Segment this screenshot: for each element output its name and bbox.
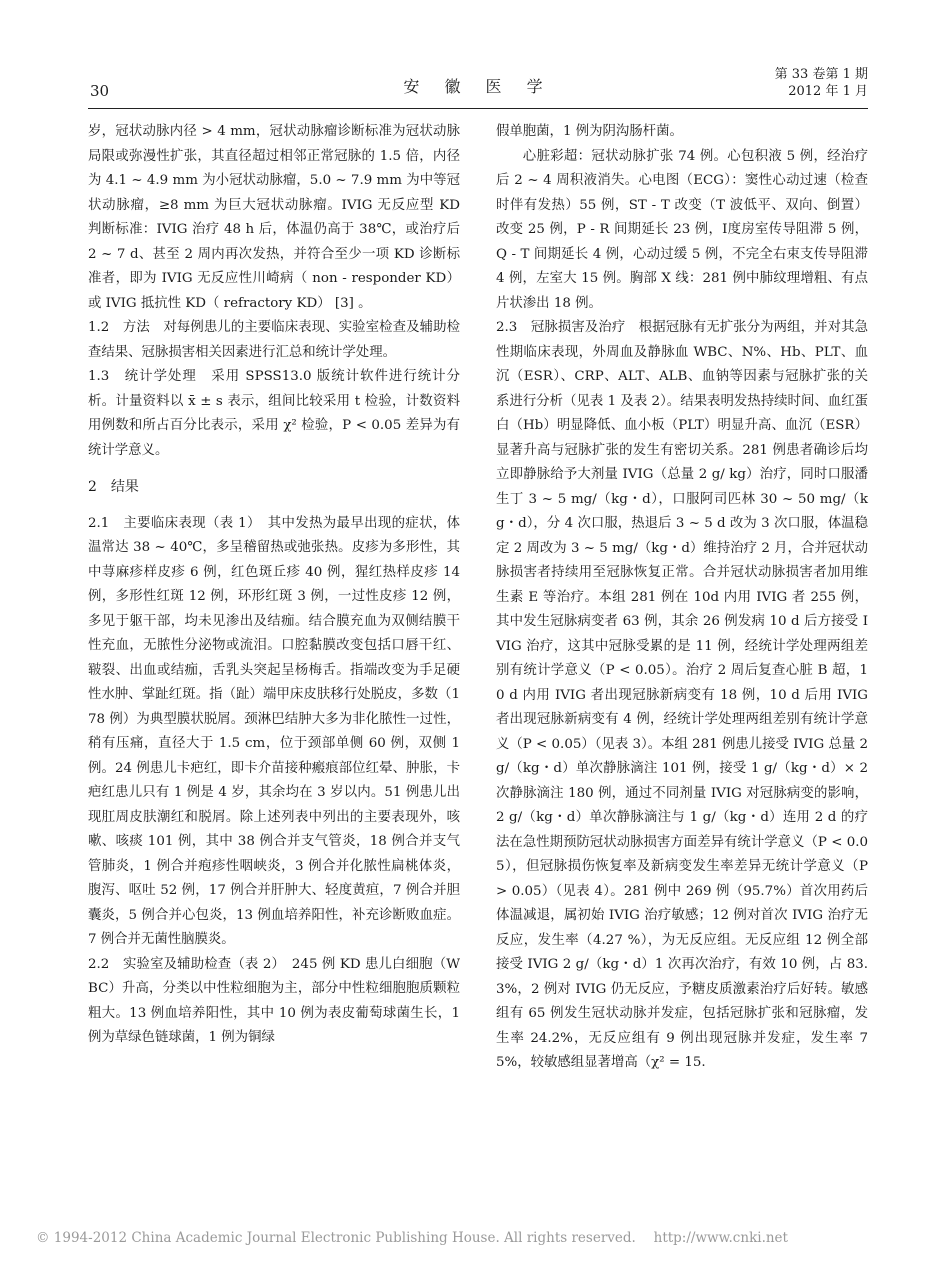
- issue-date: 2012 年 1 月: [788, 84, 868, 99]
- journal-title: 安 徽 医 学: [403, 77, 553, 96]
- paragraph: 2.1 主要临床表现（表 1） 其中发热为最早出现的症状，体温常达 38 ~ 40℃，多呈稽留热或弛张热。皮疹为多形性，其中荨麻疹样皮疹 6 例，红色斑丘疹 40 例，猩红热样皮疹 14 例，多形性红斑 12 例，环形红斑 3 例，一过性皮疹 12 例，多见于躯干部，均未见渗出及结痂。结合膜充血为双侧结膜干性充血，无脓性分泌物或流泪。口腔黏膜改变包括口唇干红、皲裂、出血或结痂，舌乳头突起呈杨梅舌。指端改变为手足硬性水肿、掌趾红斑。指（趾）端甲床皮肤移行处脱皮，多数（178 例）为典型膜状脱屑。颈淋巴结肿大多为非化脓性一过性，稍有压痛，直径大于 1.5 cm，位于颈部单侧 60 例，双侧 1 例。24 例患儿卡疤红，即卡介苗接种瘢痕部位红晕、肿胀，卡疤红患儿只有 1 例是 4 岁，其余均在 3 岁以内。51 例患儿出现肛周皮肤潮红和脱屑。除上述列表中列出的主要表现外，咳嗽、咳痰 101 例，其中 38 例合并支气管炎，18 例合并支气管肺炎，1 例合并疱疹性咽峡炎，3 例合并化脓性扁桃体炎，腹泻、呕吐 52 例，17 例合并肝肿大、轻度黄疸，7 例合并胆囊炎，5 例合并心包炎，13 例血培养阳性，补充诊断败血症。7 例合并无菌性脑膜炎。: [88, 515, 460, 947]
- paragraph: 假单胞菌，1 例为阴沟肠杆菌。: [496, 124, 683, 139]
- paragraph: 1.3 统计学处理 采用 SPSS13.0 版统计软件进行统计分析。计量资料以 x̄ ± s 表示，组间比较采用 t 检验，计数资料用例数和所占百分比表示，采用 χ² 检验，P < 0.05 差异为有统计学意义。: [88, 369, 460, 458]
- page-header: [88, 66, 868, 106]
- paragraph: 岁，冠状动脉内径 > 4 mm，冠状动脉瘤诊断标准为冠状动脉局限或弥漫性扩张，其直径超过相邻正常冠脉的 1.5 倍，内径为 4.1 ~ 4.9 mm 为小冠状动脉瘤，5.0 ~ 7.9 mm 为中等冠状动脉瘤，≥8 mm 为巨大冠状动脉瘤。IVIG 无反应型 KD 判断标准：IVIG 治疗 48 h 后，体温仍高于 38℃，或治疗后 2 ~ 7 d、甚至 2 周内再次发热，并符合至少一项 KD 诊断标准者，即为 IVIG 无反应性川崎病（ non - responder KD）或 IVIG 抵抗性 KD（ refractory KD） [3] 。: [88, 124, 460, 311]
- paragraph: 2.2 实验室及辅助检查（表 2） 245 例 KD 患儿白细胞（WBC）升高，分类以中性粒细胞为主，部分中性粒细胞胞质颗粒粗大。13 例血培养阳性，其中 10 例为表皮葡萄球菌生长，1 例为草绿色链球菌，1 例为铜绿: [88, 956, 460, 1045]
- left-column: [88, 120, 460, 1051]
- header-rule: [88, 108, 868, 109]
- volume-issue: 第 33 卷第 1 期: [774, 67, 868, 82]
- volume-issue-block: [775, 66, 868, 100]
- right-column: [496, 120, 868, 1076]
- copyright-footer: © 1994-2012 China Academic Journal Electronic Publishing House. All rights reserved. http://www.cnki.net: [36, 1230, 788, 1246]
- page-number: 30: [90, 82, 110, 100]
- paragraph: 1.2 方法 对每例患儿的主要临床表现、实验室检查及辅助检查结果、冠脉损害相关因素进行汇总和统计学处理。: [88, 320, 460, 360]
- paragraph: 心脏彩超：冠状动脉扩张 74 例。心包积液 5 例，经治疗后 2 ~ 4 周积液消失。心电图（ECG）：窦性心动过速（检查时伴有发热）55 例，ST - T 改变（T 波低平、双向、倒置）改变 25 例，P - R 间期延长 23 例，Ⅰ度房室传导阻滞 5 例，Q - T 间期延长 4 例，心动过缓 5 例，不完全右束支传导阻滞 4 例，左室大 15 例。胸部 X 线：281 例中肺纹理增粗、有点片状渗出 18 例。: [496, 148, 868, 311]
- paragraph: 2.3 冠脉损害及治疗 根据冠脉有无扩张分为两组，并对其急性期临床表现，外周血及静脉血 WBC、N%、Hb、PLT、血沉（ESR）、CRP、ALT、ALB、血钠等因素与冠脉扩张的关系进行分析（见表 1 及表 2）。结果表明发热持续时间、血红蛋白（Hb）明显降低、血小板（PLT）明显升高、血沉（ESR）显著升高与冠脉扩张的发生有密切关系。281 例患者确诊后均立即静脉给予大剂量 IVIG（总量 2 g/ kg）治疗，同时口服潘生丁 3 ~ 5 mg/（kg・d），口服阿司匹林 30 ~ 50 mg/（kg・d），分 4 次口服，热退后 3 ~ 5 d 改为 3 次口服，体温稳定 2 周改为 3 ~ 5 mg/（kg・d）维持治疗 2 月，合并冠状动脉损害者持续用至冠脉恢复正常。合并冠状动脉损害者加用维生素 E 等治疗。本组 281 例在 10d 内用 IVIG 者 255 例，其中发生冠脉病变者 63 例，其余 26 例发病 10 d 后方接受 IVIG 治疗，这其中冠脉受累的是 11 例，经统计学处理两组差别有统计学意义（P < 0.05）。治疗 2 周后复查心脏 B 超，10 d 内用 IVIG 者出现冠脉新病变有 18 例，10 d 后用 IVIG 者出现冠脉新病变有 4 例，经统计学处理两组差别有统计学意义（P < 0.05）（见表 3）。本组 281 例患儿接受 IVIG 总量 2 g/（kg・d）单次静脉滴注 101 例，接受 1 g/（kg・d）× 2 次静脉滴注 180 例，通过不同剂量 IVIG 对冠脉病变的影响，2 g/（kg・d）单次静脉滴注与 1 g/（kg・d）连用 2 d 的疗法在急性期预防冠状动脉损害方面差异有统计学意义（P < 0.05），但冠脉损伤恢复率及新病变发生率差异无统计学意义（P > 0.05）（见表 4）。281 例中 269 例（95.7%）首次用药后体温减退，属初始 IVIG 治疗敏感；12 例对首次 IVIG 治疗无反应，发生率（4.27 %），为无反应组。无反应组 12 例全部接受 IVIG 2 g/（kg・d）1 次再次治疗，有效 10 例，占 83.3%，2 例对 IVIG 仍无反应，予糖皮质激素治疗后好转。敏感组有 65 例发生冠状动脉并发症，包括冠脉扩张和冠脉瘤，发生率 24.2%，无反应组有 9 例出现冠脉并发症，发生率 75%，较敏感组显著增高（χ² = 15.: [496, 320, 868, 1070]
- section-title: 2 结果: [88, 479, 139, 495]
